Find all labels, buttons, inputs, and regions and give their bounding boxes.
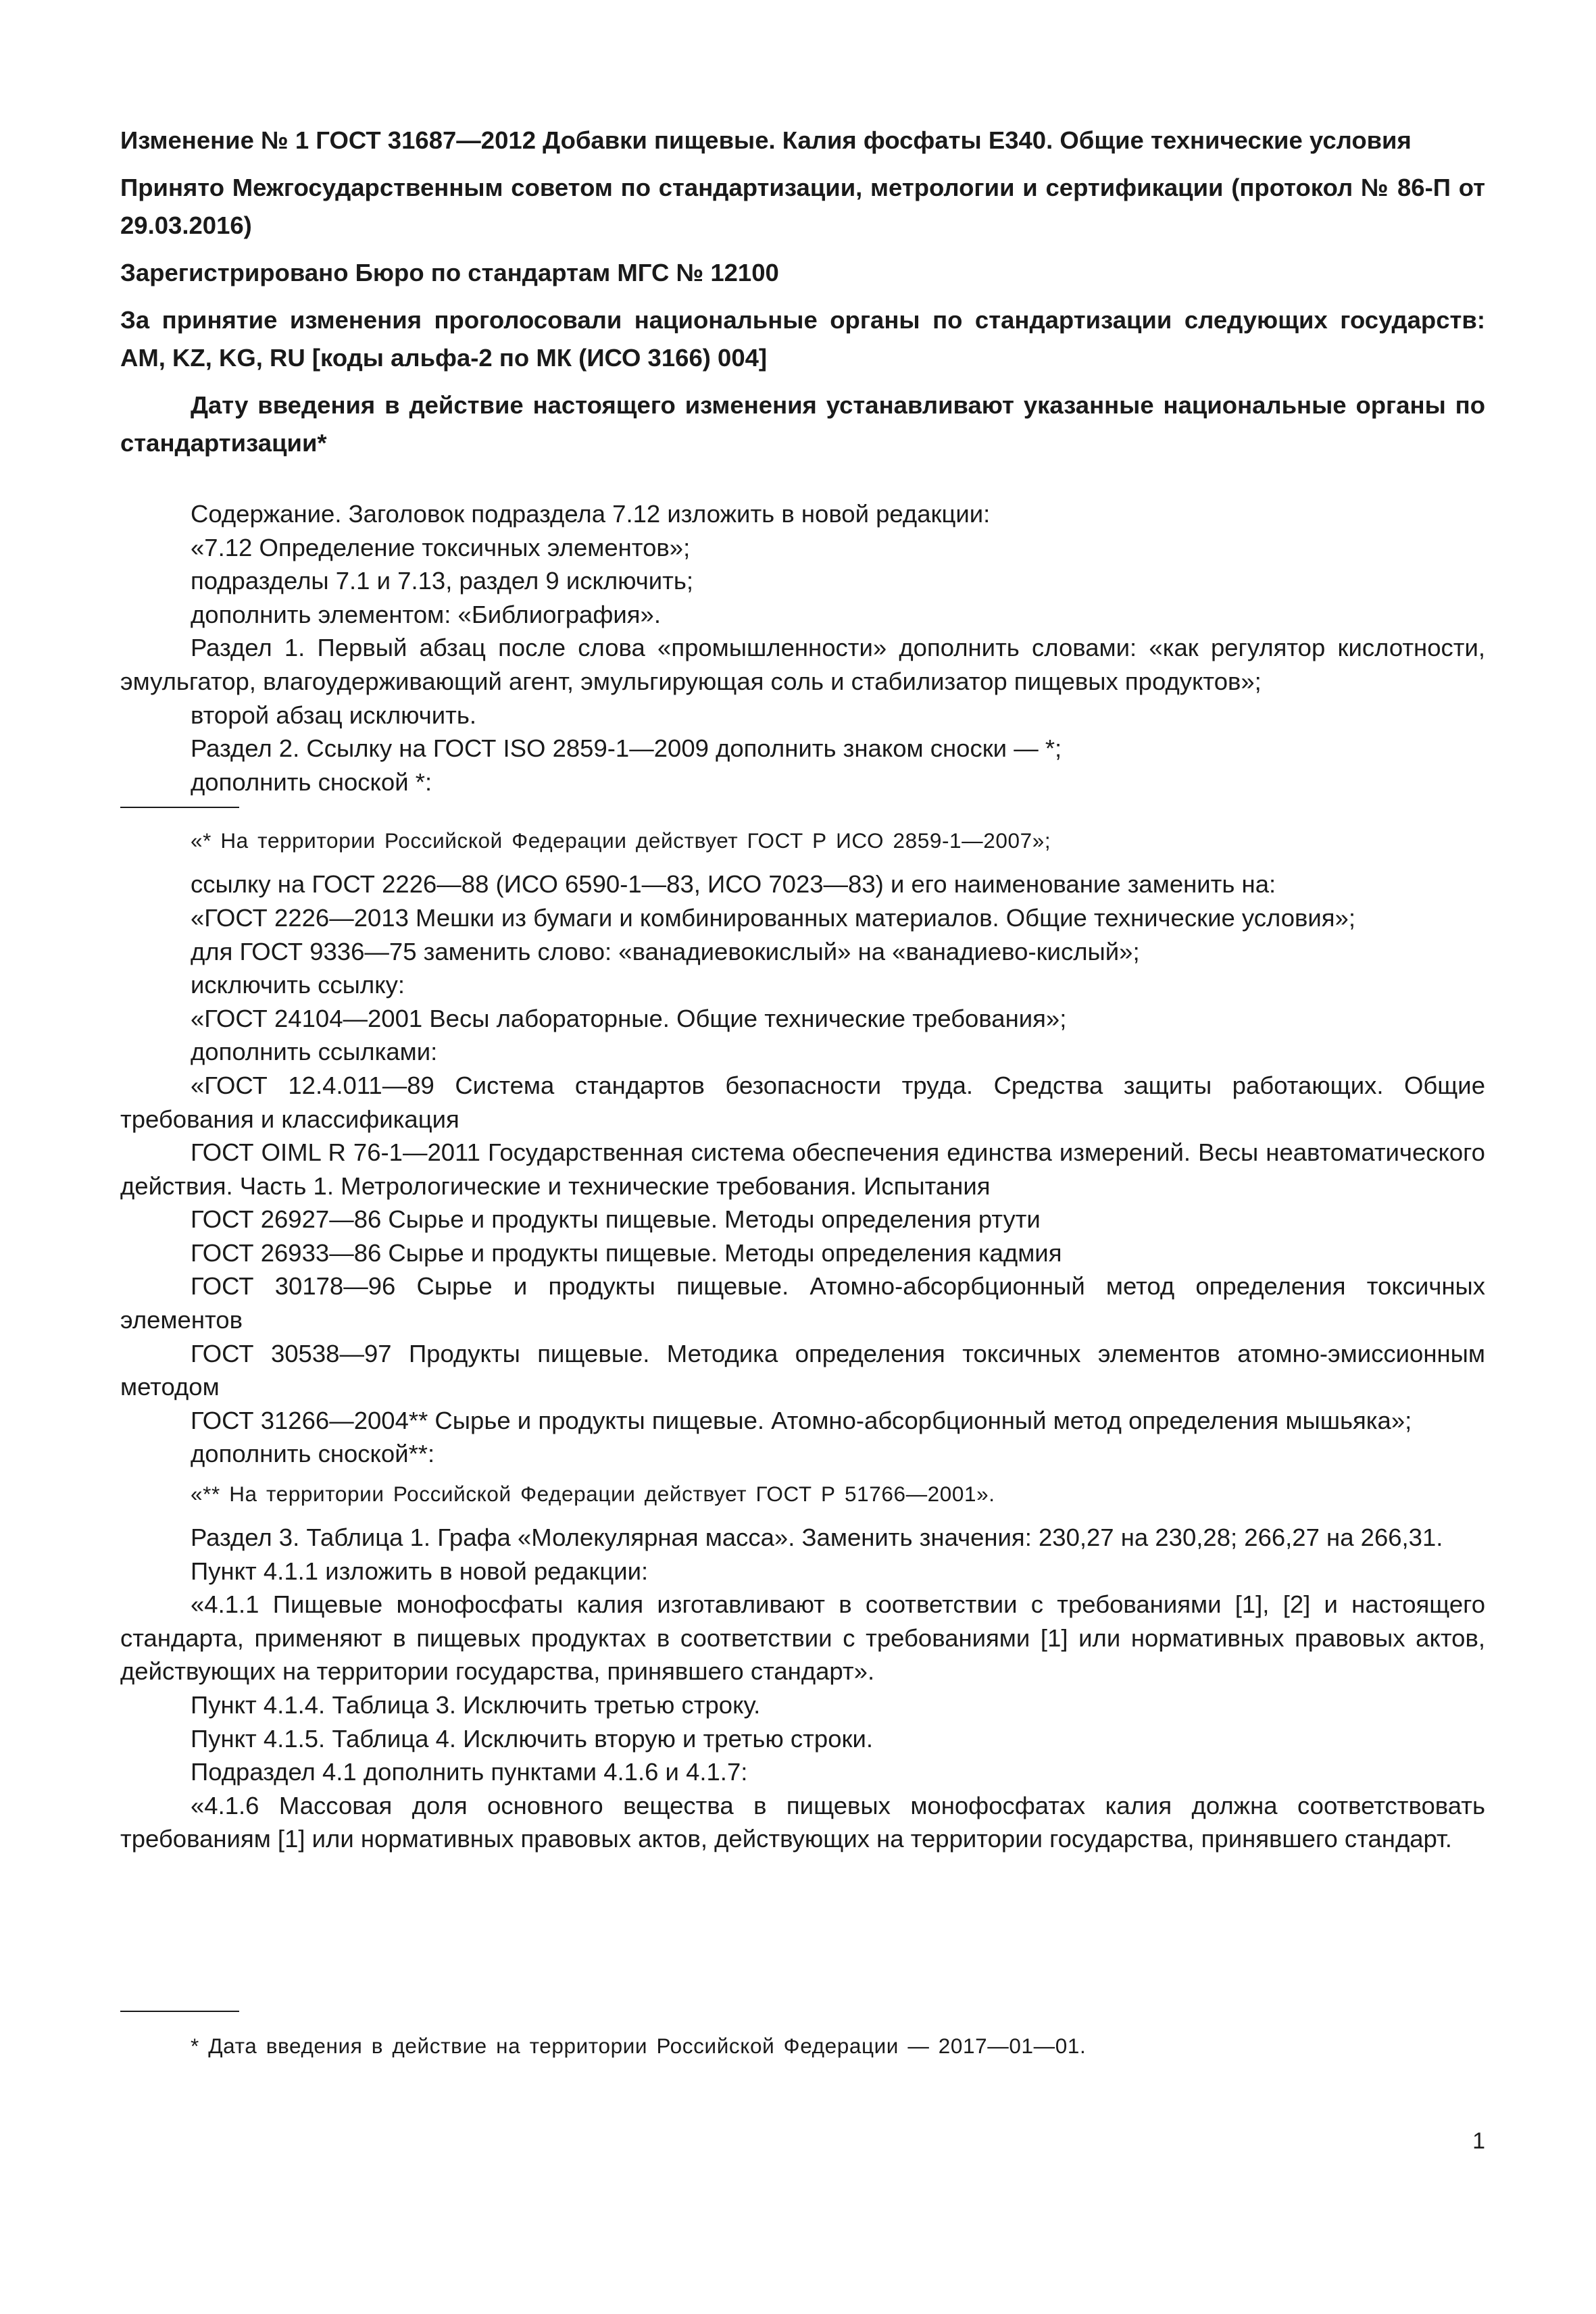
body-paragraph: ссылку на ГОСТ 2226—88 (ИСО 6590-1—83, ИСО 7023—83) и его наименование заменить на:: [191, 870, 1276, 899]
body-paragraph: Раздел 2. Ссылку на ГОСТ ISO 2859-1—2009 дополнить знаком сноски — *;: [191, 734, 1062, 763]
registration-note: Зарегистрировано Бюро по стандартам МГС № 12100: [120, 259, 779, 286]
body-paragraph: исключить ссылку:: [191, 971, 405, 999]
document-page: [120, 122, 1485, 1856]
body-paragraph: Пункт 4.1.4. Таблица 3. Исключить третью строку.: [191, 1691, 761, 1719]
voting-note: За принятие изменения проголосовали национальные органы по стандартизации следующих государств: AM, KZ, KG, RU [коды альфа-2 по МК (ИСО 3166) 004]: [120, 306, 1485, 372]
inline-footnote: «** На территории Российской Федерации действует ГОСТ Р 51766—2001».: [191, 1482, 995, 1507]
body-paragraph: дополнить сноской *:: [191, 768, 432, 796]
body-paragraph: для ГОСТ 9336—75 заменить слово: «ванадиевокислый» на «ванадиево-кислый»;: [191, 937, 1140, 965]
body-paragraph: «ГОСТ 2226—2013 Мешки из бумаги и комбинированных материалов. Общие технические условия»;: [191, 903, 1355, 932]
adoption-note: Принято Межгосударственным советом по стандартизации, метрологии и сертификации (протокол № 86-П от 29.03.2016): [120, 174, 1485, 239]
body-paragraph: дополнить сноской**:: [191, 1440, 435, 1468]
body-paragraph: «7.12 Определение токсичных элементов»;: [191, 533, 691, 561]
footnote-divider: [120, 807, 239, 808]
body-paragraph: ГОСТ 26927—86 Сырье и продукты пищевые. Методы определения ртути: [191, 1205, 1041, 1234]
page-footnote: * Дата введения в действие на территории Российской Федерации — 2017—01—01.: [191, 2034, 1087, 2058]
body-paragraph: Подраздел 4.1 дополнить пунктами 4.1.6 и 4.1.7:: [191, 1758, 748, 1786]
page-footnote-area: [120, 2011, 1485, 2073]
body-paragraph: Пункт 4.1.5. Таблица 4. Исключить вторую и третью строки.: [191, 1724, 873, 1753]
body-paragraph: дополнить ссылками:: [191, 1038, 438, 1066]
footnote-divider: [120, 2011, 239, 2012]
body-paragraph: Раздел 3. Таблица 1. Графа «Молекулярная масса». Заменить значения: 230,27 на 230,28; 266,27 на 266,31.: [191, 1524, 1443, 1552]
body-paragraph: «4.1.1 Пищевые монофосфаты калия изготавливают в соответствии с требованиями [1], [2] и настоящего стандарта, применяют в пищевых продуктах в соответствии с требованиями [1] или нормативных правовых актов, действующих на территории государства, принявшего стандарт».: [120, 1590, 1485, 1686]
body-paragraph: ГОСТ 31266—2004** Сырье и продукты пищевые. Атомно-абсорбционный метод определения мышьяка»;: [191, 1406, 1412, 1434]
body-paragraph: ГОСТ 30178—96 Сырье и продукты пищевые. Атомно-абсорбционный метод определения токсичных элементов: [120, 1272, 1485, 1334]
body-paragraph: «4.1.6 Массовая доля основного вещества в пищевых монофосфатах калия должна соответствовать требованиям [1] или нормативных правовых актов, действующих на территории государства, принявшего стандарт.: [120, 1791, 1485, 1853]
body-paragraph: ГОСТ 30538—97 Продукты пищевые. Методика определения токсичных элементов атомно-эмиссионным методом: [120, 1339, 1485, 1401]
body-paragraph: Пункт 4.1.1 изложить в новой редакции:: [191, 1557, 649, 1585]
body-paragraph: «ГОСТ 24104—2001 Весы лабораторные. Общие технические требования»;: [191, 1004, 1067, 1032]
body-paragraph: второй абзац исключить.: [191, 701, 476, 729]
body-paragraph: Раздел 1. Первый абзац после слова «промышленности» дополнить словами: «как регулятор кислотности, эмульгатор, влагоудерживающий агент, эмульгирующая соль и стабилизатор пищевых продуктов»;: [120, 634, 1485, 695]
document-title: Изменение № 1 ГОСТ 31687—2012 Добавки пищевые. Калия фосфаты Е340. Общие технические условия: [120, 126, 1412, 154]
body-paragraph: Содержание. Заголовок подраздела 7.12 изложить в новой редакции:: [191, 500, 991, 528]
body-paragraph: ГОСТ OIML R 76-1—2011 Государственная система обеспечения единства измерений. Весы неавтоматического действия. Часть 1. Метрологические и технические требования. Испытания: [120, 1138, 1485, 1200]
body-paragraph: подразделы 7.1 и 7.13, раздел 9 исключить;: [191, 567, 694, 595]
document-body: [120, 497, 1485, 1856]
page-number: 1: [1472, 2128, 1485, 2154]
effective-date-note: Дату введения в действие настоящего изменения устанавливают указанные национальные органы по стандартизации*: [120, 391, 1485, 457]
body-paragraph: дополнить элементом: «Библиография».: [191, 600, 661, 628]
body-paragraph: ГОСТ 26933—86 Сырье и продукты пищевые. Методы определения кадмия: [191, 1238, 1062, 1267]
inline-footnote: «* На территории Российской Федерации действует ГОСТ Р ИСО 2859-1—2007»;: [191, 828, 1051, 853]
body-paragraph: «ГОСТ 12.4.011—89 Система стандартов безопасности труда. Средства защиты работающих. Общие требования и классификация: [120, 1071, 1485, 1133]
